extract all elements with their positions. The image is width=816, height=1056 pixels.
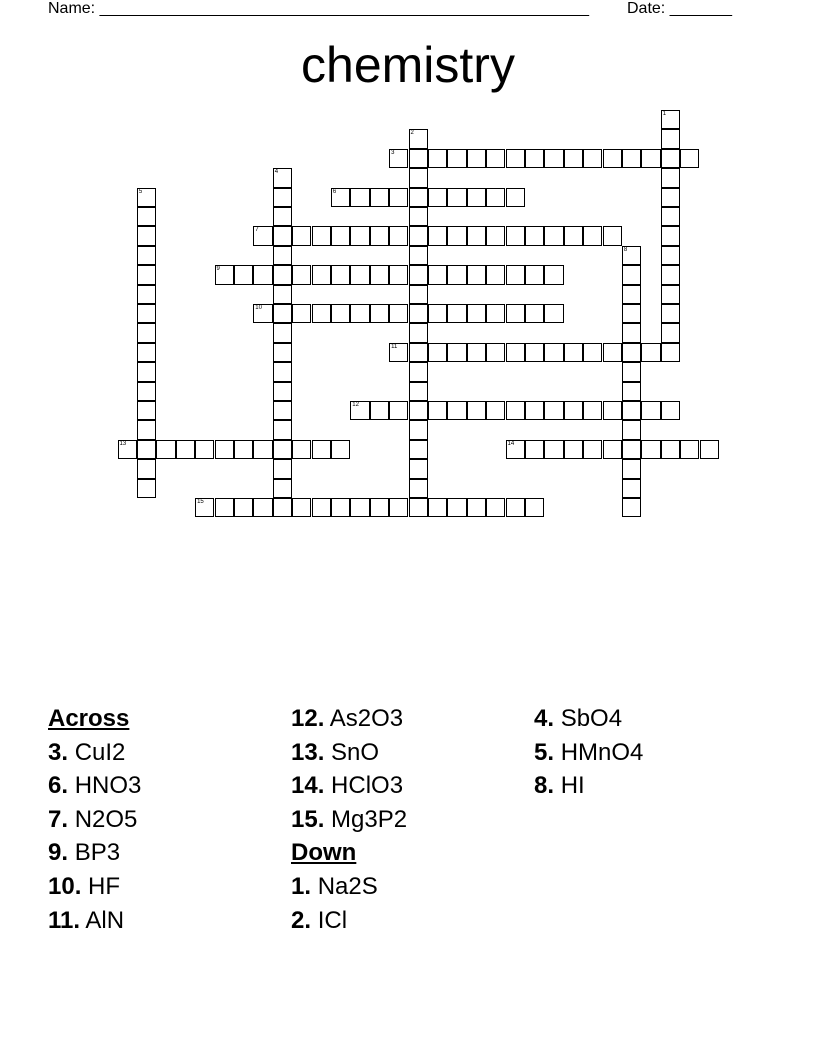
grid-cell[interactable] <box>486 401 505 420</box>
clue-number: 10. <box>48 872 82 900</box>
grid-cell[interactable] <box>292 265 311 284</box>
clue-across-14 <box>291 769 407 803</box>
grid-cell[interactable] <box>506 265 525 284</box>
clue-text: As2O3 <box>329 705 404 732</box>
grid-cell[interactable] <box>409 149 428 168</box>
clue-across-9 <box>48 836 141 870</box>
grid-cell[interactable] <box>544 265 563 284</box>
grid-cell[interactable] <box>273 304 292 323</box>
grid-cell[interactable] <box>331 188 350 207</box>
grid-cell[interactable] <box>331 440 350 459</box>
grid-cell[interactable] <box>486 498 505 517</box>
grid-cell[interactable] <box>350 188 369 207</box>
clue-column-3 <box>534 702 643 803</box>
grid-cell[interactable] <box>428 401 447 420</box>
grid-cell[interactable] <box>622 265 641 284</box>
grid-cell[interactable] <box>661 129 680 148</box>
grid-cell[interactable] <box>622 304 641 323</box>
clue-text: HMnO4 <box>560 738 644 766</box>
grid-cell[interactable] <box>622 382 641 401</box>
cell-number: 1 <box>662 111 667 117</box>
grid-cell[interactable] <box>409 246 428 265</box>
grid-cell[interactable] <box>409 479 428 498</box>
grid-cell[interactable] <box>331 304 350 323</box>
grid-cell[interactable] <box>273 459 292 478</box>
grid-cell[interactable] <box>525 226 544 245</box>
grid-cell[interactable] <box>370 265 389 284</box>
clue-column-1 <box>48 702 141 937</box>
grid-cell[interactable] <box>661 246 680 265</box>
grid-cell[interactable] <box>137 285 156 304</box>
grid-cell[interactable] <box>137 343 156 362</box>
grid-cell[interactable] <box>544 343 563 362</box>
clue-text: Na2S <box>317 872 378 900</box>
grid-cell[interactable] <box>622 343 641 362</box>
grid-cell[interactable] <box>409 285 428 304</box>
grid-cell[interactable] <box>506 498 525 517</box>
clue-text: CuI2 <box>74 738 126 766</box>
grid-cell[interactable] <box>389 265 408 284</box>
grid-cell[interactable] <box>467 265 486 284</box>
grid-cell[interactable] <box>273 382 292 401</box>
clue-number: 11. <box>48 906 81 934</box>
grid-cell[interactable] <box>292 498 311 517</box>
grid-cell[interactable] <box>118 440 137 459</box>
clue-text: ICl <box>317 906 348 934</box>
grid-cell[interactable] <box>389 149 408 168</box>
clue-down-1 <box>291 870 407 904</box>
grid-cell[interactable] <box>273 226 292 245</box>
grid-cell[interactable] <box>544 226 563 245</box>
grid-cell[interactable] <box>273 246 292 265</box>
grid-cell[interactable] <box>622 362 641 381</box>
clue-number: 12. <box>291 705 325 732</box>
grid-cell[interactable] <box>253 498 272 517</box>
grid-cell[interactable] <box>370 226 389 245</box>
grid-cell[interactable] <box>661 285 680 304</box>
grid-cell[interactable] <box>661 304 680 323</box>
cell-number: 7 <box>255 227 259 234</box>
grid-cell[interactable] <box>661 149 680 168</box>
clue-number: 13. <box>291 738 325 766</box>
grid-cell[interactable] <box>447 343 466 362</box>
grid-cell[interactable] <box>370 498 389 517</box>
grid-cell[interactable] <box>564 343 583 362</box>
clue-down-8 <box>534 769 643 803</box>
grid-cell[interactable] <box>544 401 563 420</box>
grid-cell[interactable] <box>273 343 292 362</box>
grid-cell[interactable] <box>622 246 641 265</box>
grid-cell[interactable] <box>428 149 447 168</box>
grid-cell[interactable] <box>234 440 253 459</box>
name-field[interactable]: Name: _______________________________________________________ <box>48 0 589 17</box>
clue-across-13 <box>291 736 407 770</box>
clue-across-7 <box>48 803 141 837</box>
grid-cell[interactable] <box>583 401 602 420</box>
grid-cell[interactable] <box>661 401 680 420</box>
cell-number: 11 <box>391 343 398 350</box>
grid-cell[interactable] <box>525 343 544 362</box>
clue-text: SbO4 <box>560 705 623 732</box>
grid-cell[interactable] <box>409 323 428 342</box>
grid-cell[interactable] <box>641 149 660 168</box>
grid-cell[interactable] <box>583 149 602 168</box>
grid-cell[interactable] <box>389 343 408 362</box>
grid-cell[interactable] <box>661 265 680 284</box>
grid-cell[interactable] <box>409 459 428 478</box>
grid-cell[interactable] <box>389 304 408 323</box>
grid-cell[interactable] <box>622 440 641 459</box>
clue-column-2 <box>291 702 407 937</box>
clue-number: 7. <box>48 805 69 833</box>
grid-cell[interactable] <box>525 440 544 459</box>
clue-down-4 <box>534 702 643 736</box>
cell-number: 5 <box>138 188 143 195</box>
grid-cell[interactable] <box>137 420 156 439</box>
cell-number: 3 <box>391 149 395 156</box>
grid-cell[interactable] <box>137 479 156 498</box>
grid-cell[interactable] <box>292 226 311 245</box>
grid-cell[interactable] <box>525 265 544 284</box>
grid-cell[interactable] <box>428 226 447 245</box>
grid-cell[interactable] <box>273 323 292 342</box>
grid-cell[interactable] <box>525 304 544 323</box>
grid-cell[interactable] <box>350 304 369 323</box>
grid-cell[interactable] <box>389 498 408 517</box>
grid-cell[interactable] <box>583 226 602 245</box>
grid-cell[interactable] <box>137 207 156 226</box>
grid-cell[interactable] <box>564 401 583 420</box>
grid-cell[interactable] <box>428 265 447 284</box>
grid-cell[interactable] <box>312 304 331 323</box>
grid-cell[interactable] <box>564 226 583 245</box>
grid-cell[interactable] <box>622 459 641 478</box>
grid-cell[interactable] <box>447 304 466 323</box>
grid-cell[interactable] <box>661 343 680 362</box>
grid-cell[interactable] <box>506 149 525 168</box>
grid-cell[interactable] <box>350 226 369 245</box>
grid-cell[interactable] <box>525 149 544 168</box>
clue-text: N2O5 <box>74 805 138 833</box>
grid-cell[interactable] <box>680 149 699 168</box>
grid-cell[interactable] <box>447 401 466 420</box>
grid-cell[interactable] <box>661 110 680 129</box>
grid-cell[interactable] <box>409 343 428 362</box>
grid-cell[interactable] <box>544 149 563 168</box>
grid-cell[interactable] <box>312 265 331 284</box>
grid-cell[interactable] <box>350 498 369 517</box>
grid-cell[interactable] <box>350 401 369 420</box>
clue-number: 2. <box>291 906 312 934</box>
clue-down-5 <box>534 736 643 770</box>
clue-text: Mg3P2 <box>331 805 408 833</box>
grid-cell[interactable] <box>331 265 350 284</box>
grid-cell[interactable] <box>486 265 505 284</box>
grid-cell[interactable] <box>137 188 156 207</box>
across-heading: Across <box>48 705 130 732</box>
clue-across-10 <box>48 870 141 904</box>
grid-cell[interactable] <box>409 304 428 323</box>
date-field[interactable]: Date: _______ <box>627 0 732 17</box>
grid-cell[interactable] <box>506 401 525 420</box>
grid-cell[interactable] <box>486 188 505 207</box>
grid-cell[interactable] <box>447 498 466 517</box>
grid-cell[interactable] <box>273 188 292 207</box>
grid-cell[interactable] <box>350 265 369 284</box>
cell-number: 12 <box>352 402 359 408</box>
clue-across-12 <box>291 702 407 736</box>
grid-cell[interactable] <box>389 188 408 207</box>
grid-cell[interactable] <box>137 226 156 245</box>
grid-cell[interactable] <box>273 479 292 498</box>
grid-cell[interactable] <box>292 440 311 459</box>
grid-cell[interactable] <box>641 440 660 459</box>
grid-cell[interactable] <box>234 265 253 284</box>
grid-cell[interactable] <box>195 498 214 517</box>
grid-cell[interactable] <box>467 188 486 207</box>
grid-cell[interactable] <box>215 440 234 459</box>
grid-cell[interactable] <box>486 226 505 245</box>
grid-cell[interactable] <box>409 420 428 439</box>
grid-cell[interactable] <box>137 246 156 265</box>
grid-cell[interactable] <box>137 440 156 459</box>
grid-cell[interactable] <box>273 265 292 284</box>
grid-cell[interactable] <box>137 401 156 420</box>
grid-cell[interactable] <box>273 168 292 187</box>
grid-cell[interactable] <box>467 401 486 420</box>
cell-number: 8 <box>623 246 628 253</box>
grid-cell[interactable] <box>370 401 389 420</box>
grid-cell[interactable] <box>467 343 486 362</box>
grid-cell[interactable] <box>603 440 622 459</box>
clue-across-3 <box>48 736 141 770</box>
grid-cell[interactable] <box>486 304 505 323</box>
grid-cell[interactable] <box>447 188 466 207</box>
grid-cell[interactable] <box>409 226 428 245</box>
grid-cell[interactable] <box>525 498 544 517</box>
grid-cell[interactable] <box>389 401 408 420</box>
clue-text: AlN <box>85 906 125 934</box>
grid-cell[interactable] <box>137 382 156 401</box>
grid-cell[interactable] <box>137 459 156 478</box>
grid-cell[interactable] <box>215 265 234 284</box>
grid-cell[interactable] <box>409 382 428 401</box>
grid-cell[interactable] <box>603 149 622 168</box>
grid-cell[interactable] <box>428 343 447 362</box>
grid-cell[interactable] <box>467 149 486 168</box>
cell-number: 14 <box>507 440 515 447</box>
grid-cell[interactable] <box>506 226 525 245</box>
grid-cell[interactable] <box>331 498 350 517</box>
grid-cell[interactable] <box>428 304 447 323</box>
grid-cell[interactable] <box>467 498 486 517</box>
grid-cell[interactable] <box>506 304 525 323</box>
grid-cell[interactable] <box>525 401 544 420</box>
grid-cell[interactable] <box>253 304 272 323</box>
grid-cell[interactable] <box>273 420 292 439</box>
grid-cell[interactable] <box>622 479 641 498</box>
grid-cell[interactable] <box>273 362 292 381</box>
grid-cell[interactable] <box>409 498 428 517</box>
clue-number: 15. <box>291 805 325 833</box>
grid-cell[interactable] <box>661 440 680 459</box>
cell-number: 2 <box>410 130 414 137</box>
cell-number: 13 <box>119 440 127 447</box>
grid-cell[interactable] <box>137 323 156 342</box>
clue-number: 4. <box>534 705 555 732</box>
grid-cell[interactable] <box>506 188 525 207</box>
clue-number: 1. <box>291 872 312 900</box>
cell-number: 10 <box>255 305 262 311</box>
grid-cell[interactable] <box>661 226 680 245</box>
grid-cell[interactable] <box>234 498 253 517</box>
grid-cell[interactable] <box>661 188 680 207</box>
grid-cell[interactable] <box>506 440 525 459</box>
cell-number: 6 <box>332 188 337 195</box>
grid-cell[interactable] <box>661 168 680 187</box>
grid-cell[interactable] <box>622 498 641 517</box>
grid-cell[interactable] <box>312 440 331 459</box>
grid-cell[interactable] <box>467 226 486 245</box>
clue-number: 9. <box>48 839 69 867</box>
clue-text: HNO3 <box>74 772 142 800</box>
grid-cell[interactable] <box>137 265 156 284</box>
cell-number: 15 <box>197 499 204 505</box>
grid-cell[interactable] <box>409 440 428 459</box>
clue-text: HI <box>560 772 585 800</box>
grid-cell[interactable] <box>661 323 680 342</box>
grid-cell[interactable] <box>583 440 602 459</box>
grid-cell[interactable] <box>544 440 563 459</box>
clue-text: HClO3 <box>331 772 404 800</box>
grid-cell[interactable] <box>467 304 486 323</box>
grid-cell[interactable] <box>564 149 583 168</box>
grid-cell[interactable] <box>156 440 175 459</box>
grid-cell[interactable] <box>428 188 447 207</box>
grid-cell[interactable] <box>700 440 719 459</box>
grid-cell[interactable] <box>409 188 428 207</box>
grid-cell[interactable] <box>273 285 292 304</box>
grid-cell[interactable] <box>622 420 641 439</box>
grid-cell[interactable] <box>253 226 272 245</box>
grid-cell[interactable] <box>312 498 331 517</box>
grid-cell[interactable] <box>409 129 428 148</box>
clue-number: 3. <box>48 738 69 766</box>
grid-cell[interactable] <box>486 343 505 362</box>
grid-cell[interactable] <box>273 207 292 226</box>
grid-cell[interactable] <box>273 498 292 517</box>
grid-cell[interactable] <box>447 265 466 284</box>
grid-cell[interactable] <box>622 401 641 420</box>
grid-cell[interactable] <box>331 226 350 245</box>
page-title: chemistry <box>301 37 515 93</box>
grid-cell[interactable] <box>447 226 466 245</box>
grid-cell[interactable] <box>312 226 331 245</box>
grid-cell[interactable] <box>195 440 214 459</box>
grid-cell[interactable] <box>544 304 563 323</box>
clue-text: HF <box>88 872 121 900</box>
grid-cell[interactable] <box>641 343 660 362</box>
grid-cell[interactable] <box>661 207 680 226</box>
grid-cell[interactable] <box>564 440 583 459</box>
clue-number: 5. <box>534 738 555 766</box>
clue-across-11 <box>48 904 141 938</box>
grid-cell[interactable] <box>680 440 699 459</box>
grid-cell[interactable] <box>486 149 505 168</box>
grid-cell[interactable] <box>137 304 156 323</box>
cell-number: 9 <box>216 266 220 273</box>
grid-cell[interactable] <box>428 498 447 517</box>
grid-cell[interactable] <box>409 168 428 187</box>
grid-cell[interactable] <box>603 401 622 420</box>
grid-cell[interactable] <box>409 401 428 420</box>
clue-text: BP3 <box>74 839 121 867</box>
grid-cell[interactable] <box>622 285 641 304</box>
grid-cell[interactable] <box>389 226 408 245</box>
grid-cell[interactable] <box>370 188 389 207</box>
grid-cell[interactable] <box>409 265 428 284</box>
grid-cell[interactable] <box>603 226 622 245</box>
clue-number: 6. <box>48 772 69 800</box>
cell-number: 4 <box>274 169 279 176</box>
clue-down-2 <box>291 904 407 938</box>
grid-cell[interactable] <box>409 362 428 381</box>
clue-number: 14. <box>291 772 325 800</box>
grid-cell[interactable] <box>409 207 428 226</box>
clue-across-6 <box>48 769 141 803</box>
grid-cell[interactable] <box>253 265 272 284</box>
grid-cell[interactable] <box>253 440 272 459</box>
grid-cell[interactable] <box>641 401 660 420</box>
grid-cell[interactable] <box>583 343 602 362</box>
grid-cell[interactable] <box>137 362 156 381</box>
down-heading: Down <box>291 839 357 867</box>
grid-cell[interactable] <box>603 343 622 362</box>
clue-number: 8. <box>534 772 555 800</box>
clue-across-15 <box>291 803 407 837</box>
grid-cell[interactable] <box>273 440 292 459</box>
grid-cell[interactable] <box>292 304 311 323</box>
grid-cell[interactable] <box>622 323 641 342</box>
clue-text: SnO <box>331 738 380 766</box>
grid-cell[interactable] <box>176 440 195 459</box>
grid-cell[interactable] <box>273 401 292 420</box>
grid-cell[interactable] <box>506 343 525 362</box>
grid-cell[interactable] <box>215 498 234 517</box>
grid-cell[interactable] <box>370 304 389 323</box>
grid-cell[interactable] <box>447 149 466 168</box>
grid-cell[interactable] <box>622 149 641 168</box>
